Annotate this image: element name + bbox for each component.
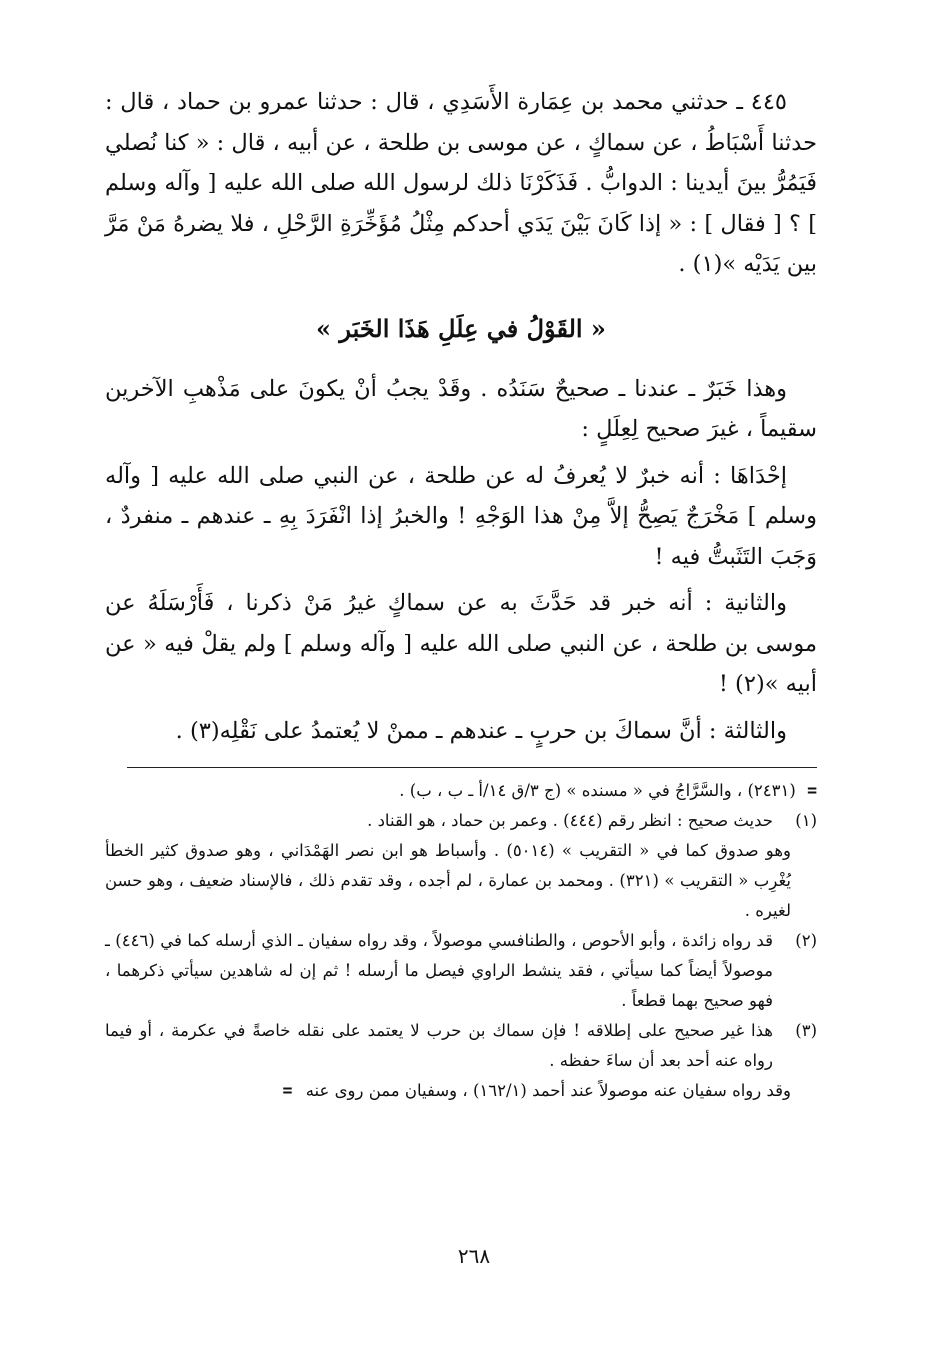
- section-heading: « القَوْلُ في عِلَلِ هَذَا الخَبَر »: [316, 313, 606, 343]
- last-line-equals-sign: =: [282, 1081, 293, 1100]
- page-number: ٢٦٨: [457, 1244, 491, 1268]
- page-body: [105, 82, 817, 1106]
- footnote-2-number: (٢): [795, 931, 817, 950]
- footnote-3-text: هذا غير صحيح على إطلاقه ! فإن سماك بن حرب لا يعتمد على نقله خاصةً في عكرمة ، أو فيما رواه عنه أحد بعد أن ساءَ حفظه .: [105, 1021, 773, 1070]
- paragraph-intro: وهذا خَبَرٌ ـ عندنا ـ صحيحٌ سَنَدُه . وقَدْ يجبُ أنْ يكونَ على مَذْهبِ الآخرين سقيماً ، غيرَ صحيح لِعِلَلٍ :: [105, 375, 817, 442]
- footnote-3: [105, 1016, 817, 1076]
- footnote-last-line: [105, 1076, 817, 1106]
- paragraph-third-defect: والثالثة : أنَّ سماكَ بن حربٍ ـ عندهم ـ ممنْ لا يُعتمدُ على نَقْلِه(٣) .: [175, 717, 787, 744]
- footnote-1-continuation: وهو صدوق كما في « التقريب » (٥٠١٤) . وأسباط هو ابن نصر الهَمْدَاني ، وهو صدوق كثير الخطأ يُغْرِب « التقريب » (٣٢١) . ومحمد بن عمارة ، لم أجده ، وقد تقدم ذلك ، فالإسناد ضعيف ، وهو حسن لغيره .: [105, 841, 791, 920]
- hadith-text: ٤٤٥ ـ حدثني محمد بن عِمَارة الأَسَدِي ، قال : حدثنا عمرو بن حماد ، قال : حدثنا أَسْبَاطُ ، عن سماكٍ ، عن موسى بن طلحة ، عن أبيه ، قال : « كنا نُصلي فَيَمُرُّ بينَ أيدينا : الدوابُّ . فَذَكَرْنَا ذلك لرسول الله صلى الله عليه [ وآله وسلم ] ؟ [ فقال ] : « إذا كَانَ بَيْنَ يَدَي أحدكم مِثْلُ مُؤَخِّرَةِ الرَّحْلِ ، فلا يضرهُ مَنْ مَرَّ بين يَدَيْه »(١) .: [105, 89, 817, 277]
- footnote-3-number: (٣): [795, 1021, 817, 1040]
- footnote-carryover: [105, 776, 817, 806]
- footnote-1-number: (١): [795, 811, 817, 830]
- paragraph-second-defect: والثانية : أنه خبر قد حَدَّثَ به عن سماكٍ غيرُ مَنْ ذكرنا ، فَأَرْسَلَهُ عن موسى بن طلحة ، عن النبي صلى الله عليه [ وآله وسلم ] ولم يقلْ فيه « عن أبيه »(٢) !: [105, 590, 817, 697]
- paragraph-first-defect: إحْدَاهَا : أنه خبرٌ لا يُعرفُ له عن طلحة ، عن النبي صلى الله عليه [ وآله وسلم ] مَخْرَجٌ يَصِحُّ إلاَّ مِنْ هذا الوَجْهِ ! والخبرُ إذا انْفَرَدَ بِهِ ـ عندهم ـ منفردٌ ، وَجَبَ التَثَبتُّ فيه !: [105, 462, 817, 570]
- footnote-2: [105, 926, 817, 1016]
- carryover-text: (٢٤٣١) ، والسَّرَّاجُ في « مسنده » (ج ٣/ق ١٤/أ ـ ب ، ب) .: [399, 781, 796, 800]
- footnote-1: [105, 806, 817, 836]
- footnotes: [105, 776, 817, 1106]
- last-line-text: وقد رواه سفيان عنه موصولاً عند أحمد (١٦٢/١) ، وسفيان ممن روى عنه: [305, 1081, 791, 1100]
- main-text: [105, 82, 817, 751]
- footnote-divider: [127, 767, 817, 768]
- carryover-equals-sign: =: [807, 781, 817, 800]
- footnote-2-text: قد رواه زائدة ، وأبو الأحوص ، والطنافسي موصولاً ، وقد رواه سفيان ـ الذي أرسله كما في (٤٤٦) ـ موصولاً أيضاً كما سيأتي ، فقد ينشط الراوي فيصل ما أرسله ! ثم إن له شاهدين سيأتي ذكرهما ، فهو صحيح بهما قطعاً .: [105, 931, 773, 1010]
- footnote-1-text: حديث صحيح : انظر رقم (٤٤٤) . وعمر بن حماد ، هو القناد .: [367, 811, 773, 830]
